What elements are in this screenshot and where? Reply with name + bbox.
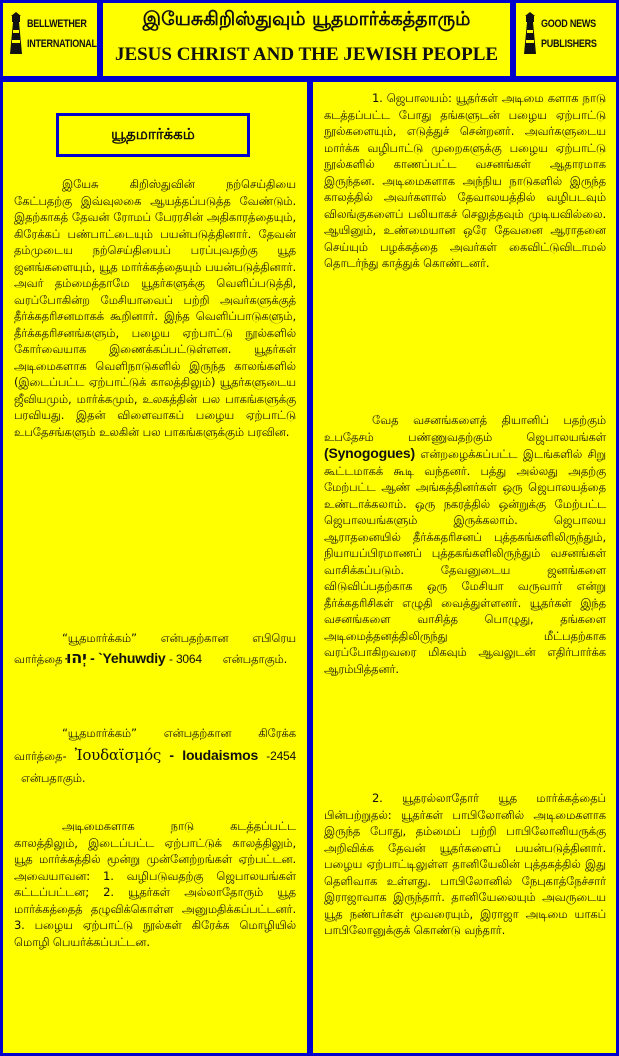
greek-prefix: “யூதமார்க்கம்” என்பதற்கான கிரேக்க வார்த்தை- [14,726,296,763]
bellwether-logo [8,12,112,56]
intro-paragraph: இயேசு கிறிஸ்துவின் நற்செய்தியை கேட்பதற்கு இவ்வுலகை ஆயத்தப்படுத்த வேண்டும். இதற்காகத் தேவன் ரோமப் பேரரசின் அதிகாரத்தையும், கிரேக்கப் பண்பாட்டையும் பயன்படுத்தினார். தேவன் தம்முடைய நற்செய்தியைப் பரப்புவதற்கு யூத ஜனங்களையும், யூத மார்க்கத்தையும் பயன்படுத்தினார். அவர் தம்மைத்தாமே யூதர்களுக்கு வெளிப்படுத்தி, வரப்போகின்ற மேசியாவைப் பற்றி அவர்களுக்குத் தீர்க்கதரிசனமாகக் கூறினார். இந்த வெளிப்பாடுகளும், தீர்க்கதரிசனங்களும், பழைய ஏற்பாட்டு நூல்களில் கோர்வையாக இணைக்கப்பட்டுள்ளன. யூதர்கள் அடிமைகளாக வெளிநாடுகளில் இருந்த காலங்களில் (இடைப்பட்ட ஏற்பாட்டுக் காலத்திலும்) யூதர்களுடைய ஜீவியமும், மார்க்கமும், உலகத்தின் பல பாகங்களுக்கு பரவியது. இதன் விளைவாகப் பழைய ஏற்பாட்டு உபதேசங்களும் உலகின் பல பாகங்களுக்கும் பரவின. [14,177,296,439]
greek-word-paragraph [14,722,296,789]
hebrew-dash: - [90,650,95,666]
hebrew-script: יְהוּ [66,648,87,667]
title-english: JESUS CHRIST AND THE JEWISH PEOPLE [114,44,499,65]
logo-line-2: PUBLISHERS [541,38,597,50]
logo-line-1: GOOD NEWS [541,18,596,30]
developments-paragraph: அடிமைகளாக நாடு கடத்தப்பட்ட காலத்திலும், இடைப்பட்ட ஏற்பாட்டுக் காலத்திலும், யூத மார்க்கத்தில் மூன்று முன்னேற்றங்கள் ஏற்பட்டன. அவையாவன: 1. வழிபடுவதற்கு ஜெபாலயங்கள் கட்டப்பட்டன; 2. யூதர்கள் அல்லாதோரும் யூத மார்க்கத்தைத் தழுவிக்கொள்ள அனுமதிக்கப்பட்டனர். 3. பழைய ஏற்பாட்டு நூல்கள் கிரேக்க மொழியில் மொழி பெயர்க்கப்பட்டன. [14,819,296,949]
synagogue-text-before: வேத வசனங்களைத் தியானிப் பதற்கும் உபதேசம் பண்ணுவதற்கும் ஜெபாலயங்கள் [324,413,606,444]
proselytes-paragraph: 2. யூதரல்லாதோர் யூத மார்க்கத்தைப் பின்பற்றுதல்: யூதர்கள் பாபிலோனில் அடிமைகளாக இருந்த போது, தம்மைப் பற்றி பாபிலோனியருக்கு அறிவிக்க தேவன் யூதர்களைப் பயன்படுத்தினார். பழைய ஏற்பாட்டிலுள்ள தானியேலின் புத்தகத்தில் இது தெளிவாக உள்ளது. பாபிலோனில் நேபுகாத்நேச்சார் இராஜாவாக இருந்தார். தானியேலையும் அவருடைய யூத நண்பர்கள் மூவரையும், இராஜா அடிமை யாகப் பாபிலோனுக்குக் கொண்டு வந்தார். [324,791,606,937]
greek-transliteration: - Ioudaismos [169,747,259,763]
title-tamil: இயேசுகிறிஸ்துவும் யூதமார்க்கத்தாரும் [142,8,471,30]
hebrew-transliteration: `Yehuwdiy [98,650,166,666]
synagogue-paragraph: 1. ஜெபாலயம்: யூதர்கள் அடிமை களாக நாடு கடத்தப்பட்ட போது தங்களுடன் பழைய ஏற்பாட்டு நூல்களையும், எடுத்துச் சென்றனர். அவர்களுடைய மார்க்க வழிபாட்டு முறைகளுக்கு பழைய ஏற்பாட்டு நூல்களில் காணப்பட்ட வசனங்கள் ஆதாரமாக இருந்தன. அடிமைகளாக அந்நிய நாடுகளில் இருந்த காலத்தில் அவர்களால் தேவாலயத்தில் வழிபடவும் விலங்குகளைப் பலியாகச் செலுத்தவும் முடியவில்லை. ஆயினும், உண்மையான ஒரே தேவனை ஆராதனை செய்யும் பழக்கத்தை அவர்கள் கைவிட்டுவிடாமல் தொடர்ந்து காத்துக் கொண்டனர். [324,91,606,270]
synagogue-worship-paragraph [324,412,606,677]
section-title: யூதமார்க்கம் [56,113,250,157]
good-news-logo [522,12,609,56]
lighthouse-icon [8,12,24,56]
logo-line-2: INTERNATIONAL [27,38,97,50]
synagogue-text-after: என்றழைக்கப்பட்ட இடங்களில் சிறு கூட்டமாகக் கூடி வந்தனர். பத்து அல்லது அதற்கு மேற்பட்ட ஆண் அங்கத்தினர்கள் ஒரு ஜெபாலயத்தை உண்டாக்கலாம். ஒரு நகரத்தில் ஒன்றுக்கு மேற்பட்ட ஜெபாலயங்களும் இருக்கலாம். ஜெபாலய ஆராதனையில் தீர்க்கதரிசனப் புத்தகங்களிலிருந்தும், நியாயப்பிரமாணப் புத்தகங்களிலிருந்தும் வசனங்கள் வாசிக்கப்படும். தேவனுடைய ஜனங்களை விடுவிப்பதற்காக ஒரு மேசியா வருவார் என்று தீர்க்கதரிசிகள் எழுதி வைத்துள்ளனர். யூதர்கள் இந்த வசனங்களை வாசித்த பொழுது, தங்களை அடிமைத்தனத்திலிருந்து மீட்பதற்காக வரப்போகிறவரை மிகவும் ஆவலுடன் எதிர்பார்க்க ஆரம்பித்தனர். [324,447,606,676]
synagogue-term: (Synogogues) [324,445,415,461]
greek-suffix: என்பதாகும். [20,771,86,785]
hebrew-suffix: என்பதாகும். [222,652,288,666]
greek-script: Ἰουδαϊσμός [74,746,162,764]
hebrew-word-paragraph [14,628,296,669]
hebrew-prefix: “யூதமார்க்கம்” என்பதற்கான எபிரெய வார்த்தை [14,631,296,666]
lighthouse-icon [522,12,538,56]
strongs-number: - 3064 [169,652,202,666]
logo-line-1: BELLWETHER [27,18,87,30]
strongs-number: -2454 [266,749,296,763]
